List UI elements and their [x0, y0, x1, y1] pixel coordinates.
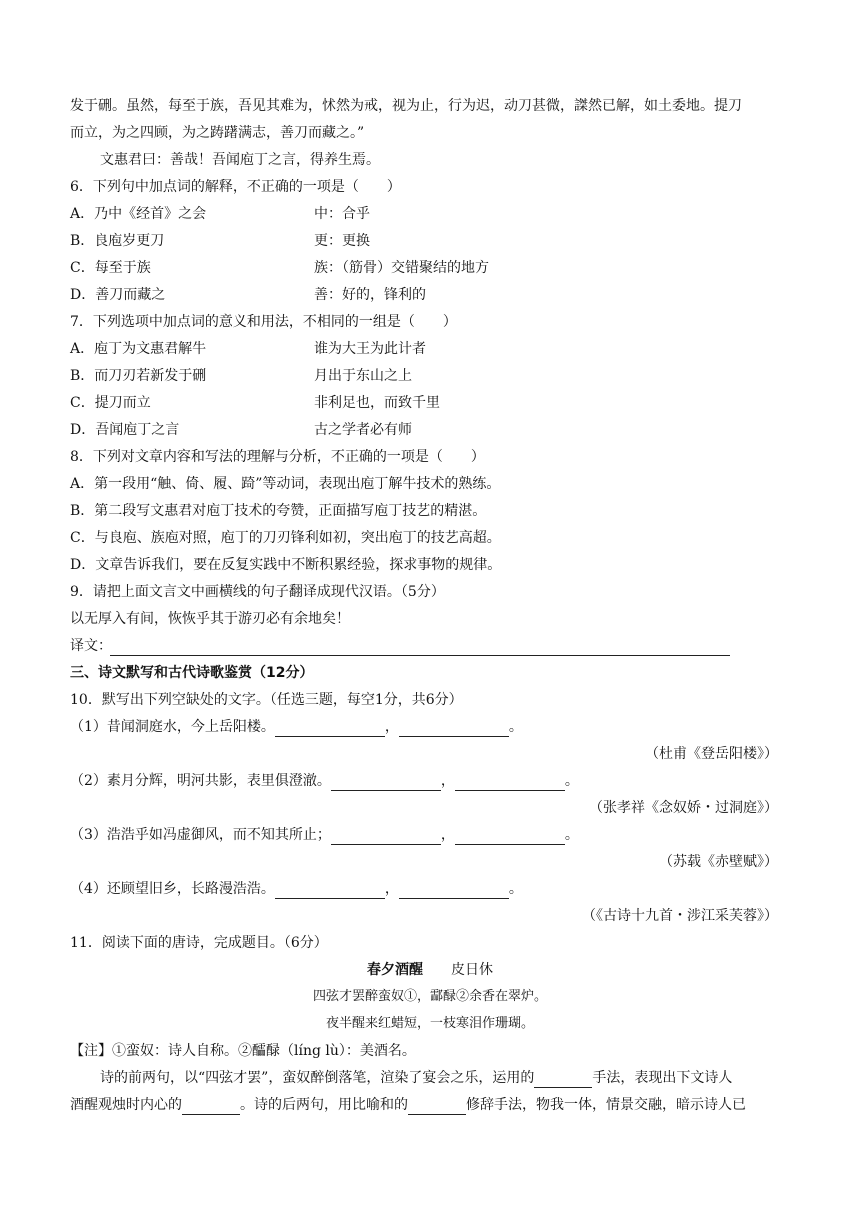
analysis-line-2-part-c: 修辞手法，物我一体，情景交融，暗示诗人已	[466, 1097, 746, 1113]
q10-item-1-blank-1[interactable]	[275, 722, 385, 737]
q8-option-a: A．第一段用“触、倚、履、踦”等动词，表现出庖丁解牛技术的熟练。	[70, 476, 501, 492]
q9-answer-label: 译文：	[70, 638, 112, 654]
q10-item-3	[70, 825, 579, 845]
q7-stem: 7．下列选项中加点词的意义和用法，不相同的一组是（ ）	[70, 314, 457, 330]
q8-option-d: D．文章告诉我们，要在反复实践中不断积累经验，探求事物的规律。	[70, 557, 502, 573]
q10-item-2-source: （张孝祥《念奴娇・过洞庭》）	[589, 800, 778, 816]
q10-item-3-blank-2[interactable]	[455, 830, 565, 845]
analysis-blank-3[interactable]	[408, 1100, 466, 1115]
q6-stem: 6．下列句中加点词的解释，不正确的一项是（ ）	[70, 179, 401, 195]
q10-item-2-blank-1[interactable]	[331, 776, 441, 791]
q9-stem: 9．请把上面文言文中画横线的句子翻译成现代汉语。（5分）	[70, 584, 445, 600]
q10-item-2	[70, 771, 579, 791]
q10-item-2-end: 。	[564, 773, 579, 789]
q7-option-a-compare: 谁为大王为此计者	[314, 341, 426, 357]
passage-line-1: 发于硎。虽然，每至于族，吾见其难为，怵然为戒，视为止，行为迟，动刀甚微，謋然已解，如土委地。提刀	[70, 98, 742, 114]
q10-item-4	[70, 879, 523, 899]
analysis-line-2	[70, 1095, 746, 1115]
q10-item-4-blank-1[interactable]	[275, 884, 385, 899]
poem-note	[70, 1041, 416, 1061]
q7-option-a: A．庖丁为文惠君解牛	[70, 341, 207, 357]
q8-stem: 8．下列对文章内容和写法的理解与分析，不正确的一项是（ ）	[70, 449, 485, 465]
analysis-blank-1[interactable]	[534, 1073, 592, 1088]
poem-author: 皮日休	[451, 962, 493, 978]
q10-item-2-blank-2[interactable]	[455, 776, 565, 791]
q6-option-b: B．良庖岁更刀	[70, 233, 165, 249]
q10-item-1-source: （杜甫《登岳阳楼》）	[645, 746, 778, 762]
q7-option-c-compare: 非利足也，而致千里	[314, 395, 440, 411]
poem-note-label: 【注】	[70, 1043, 112, 1059]
q7-option-d-compare: 古之学者必有师	[314, 422, 412, 438]
q6-option-a: A．乃中《经首》之会	[70, 206, 207, 222]
q10-item-4-blank-2[interactable]	[399, 884, 509, 899]
q10-item-1-blank-2[interactable]	[399, 722, 509, 737]
poem-line-2: 夜半醒来红蜡短，一枝寒泪作珊瑚。	[325, 1016, 534, 1031]
passage-line-3: 文惠君曰：善哉！吾闻庖丁之言，得养生焉。	[100, 152, 380, 168]
poem-heading	[0, 960, 860, 980]
q7-option-b-compare: 月出于东山之上	[314, 368, 412, 384]
q10-item-3-sep: ，	[440, 827, 455, 843]
q8-option-b: B．第二段写文惠君对庖丁技术的夸赞，正面描写庖丁技艺的精湛。	[70, 503, 487, 519]
q10-item-3-text: （3）浩浩乎如冯虚御风，而不知其所止；	[70, 827, 331, 843]
q7-option-b: B．而刀刃若新发于硎	[70, 368, 207, 384]
q8-option-c: C．与良庖、族庖对照，庖丁的刀刃锋利如初，突出庖丁的技艺高超。	[70, 530, 501, 546]
analysis-line-1	[100, 1068, 732, 1088]
q10-item-4-source: （《古诗十九首・涉江采芙蓉》）	[582, 908, 778, 924]
q10-item-3-end: 。	[564, 827, 579, 843]
q6-option-c-gloss: 族：（筋骨）交错聚结的地方	[314, 260, 489, 276]
analysis-blank-2[interactable]	[182, 1100, 240, 1115]
analysis-line-2-part-a: 酒醒观烛时内心的	[70, 1097, 182, 1113]
q6-option-a-gloss: 中：合乎	[314, 206, 370, 222]
q6-option-d-gloss: 善：好的，锋利的	[314, 287, 426, 303]
q10-stem: 10．默写出下列空缺处的文字。（任选三题，每空1分，共6分）	[70, 692, 463, 708]
q10-item-3-source: （苏载《赤壁赋》）	[659, 854, 778, 870]
q10-item-2-text: （2）素月分辉，明河共影，表里俱澄澈。	[70, 773, 331, 789]
q9-answer-line[interactable]	[110, 655, 730, 656]
q9-sentence: 以无厚入有间，恢恢乎其于游刃必有余地矣！	[70, 611, 350, 627]
q10-item-4-sep: ，	[384, 881, 399, 897]
section-3-title: 三、诗文默写和古代诗歌鉴赏（12分）	[70, 665, 314, 681]
q10-item-3-blank-1[interactable]	[331, 830, 441, 845]
q10-item-1	[70, 717, 523, 737]
analysis-line-1-part-b: 手法，表现出下文诗人	[592, 1070, 733, 1086]
q7-option-c: C．提刀而立	[70, 395, 151, 411]
poem-line-1: 四弦才罢醉蛮奴①，酃醁②余香在翠炉。	[312, 989, 547, 1004]
passage-line-2: 而立，为之四顾，为之踌躇满志，善刀而藏之。”	[70, 125, 365, 141]
q10-item-1-text: （1）昔闻洞庭水，今上岳阳楼。	[70, 719, 275, 735]
q6-option-b-gloss: 更：更换	[314, 233, 370, 249]
analysis-line-2-part-b: 。诗的后两句，用比喻和的	[240, 1097, 408, 1113]
analysis-line-1-part-a: 诗的前两句，以“四弦才罢”，蛮奴醉倒落笔，渲染了宴会之乐，运用的	[100, 1070, 535, 1086]
q10-item-1-end: 。	[508, 719, 523, 735]
poem-title: 春夕酒醒	[367, 962, 423, 978]
q10-item-4-end: 。	[508, 881, 523, 897]
q7-option-d: D．吾闻庖丁之言	[70, 422, 180, 438]
q11-stem: 11．阅读下面的唐诗，完成题目。（6分）	[70, 935, 328, 951]
poem-note-text: ①蛮奴：诗人自称。②醽醁（líng lù）：美酒名。	[112, 1043, 416, 1059]
q6-option-c: C．每至于族	[70, 260, 151, 276]
q6-option-d: D．善刀而藏之	[70, 287, 166, 303]
q10-item-4-text: （4）还顾望旧乡，长路漫浩浩。	[70, 881, 275, 897]
q10-item-1-sep: ，	[384, 719, 399, 735]
q10-item-2-sep: ，	[440, 773, 455, 789]
